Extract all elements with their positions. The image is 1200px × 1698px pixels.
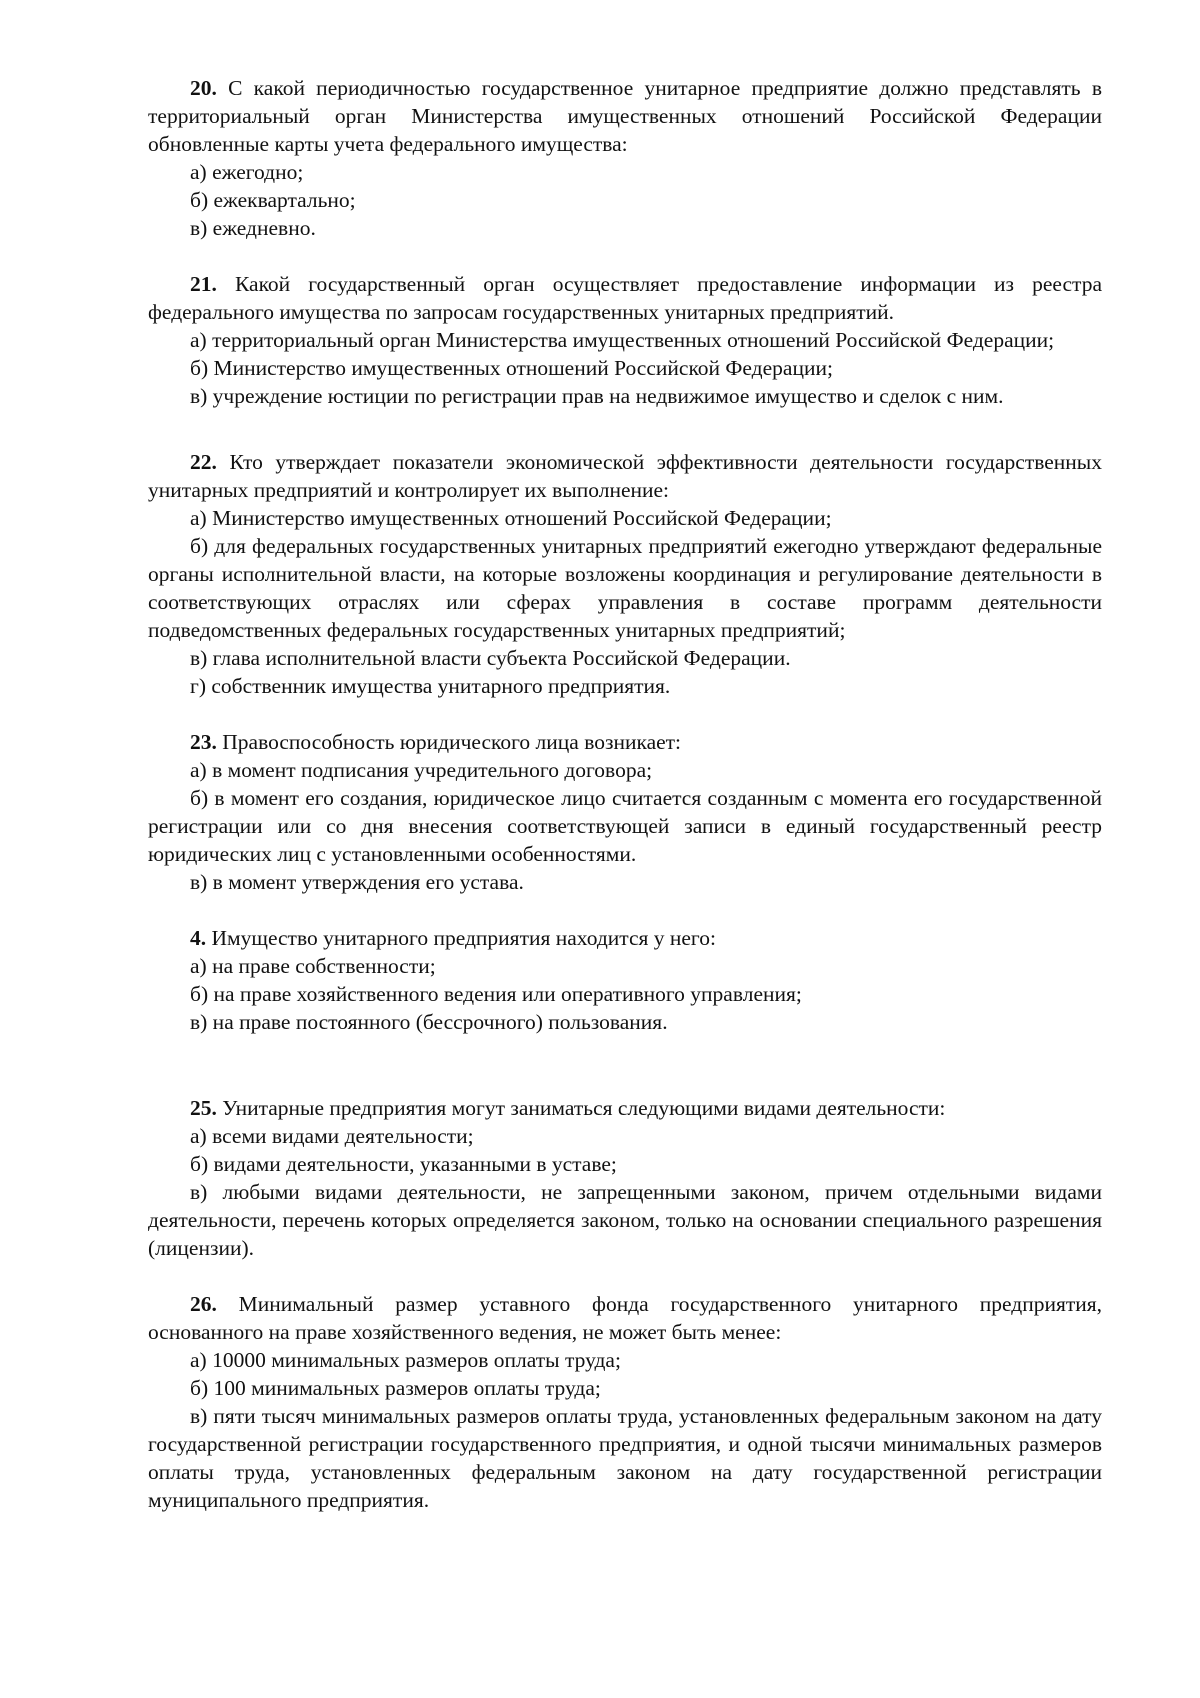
answer-option-a: а) всеми видами деятельности; (190, 1124, 474, 1148)
answer-option-a: а) на праве собственности; (190, 954, 436, 978)
question-text (148, 1094, 1102, 1122)
question-body: Минимальный размер уставного фонда государственного унитарного предприятия, основанного на праве хозяйственного ведения, не может быть менее: (148, 1292, 1103, 1344)
answer-option-b: б) Министерство имущественных отношений Российской Федерации; (190, 356, 833, 380)
document-page (148, 74, 1102, 1542)
question-number: 4. (190, 926, 207, 950)
answer-option-b: б) в момент его создания, юридическое лицо считается созданным с момента его государственной регистрации или со дня внесения соответствующей записи в единый государственный реестр юридических лиц с установленными особенностями. (148, 786, 1102, 866)
question-23 (148, 728, 1102, 896)
answer-option-a: а) ежегодно; (190, 160, 304, 184)
answer-option-c: в) ежедневно. (190, 216, 316, 240)
question-text (148, 1290, 1102, 1346)
question-20 (148, 74, 1102, 242)
answer-option-b: б) видами деятельности, указанными в уставе; (190, 1152, 617, 1176)
question-number: 23. (190, 730, 217, 754)
question-number: 25. (190, 1096, 217, 1120)
question-number: 22. (190, 450, 217, 474)
question-22 (148, 448, 1102, 700)
question-4 (148, 924, 1102, 1036)
answer-option-c: в) в момент утверждения его устава. (190, 870, 524, 894)
question-text (148, 74, 1102, 158)
question-text (148, 924, 1102, 952)
answer-option-b: б) на праве хозяйственного ведения или оперативного управления; (190, 982, 802, 1006)
answer-option-c: в) пяти тысяч минимальных размеров оплаты труда, установленных федеральным законом на дату государственной регистрации государственного предприятия, и одной тысячи минимальных размеров оплаты труда, установленных федеральным законом на дату государственной регистрации муниципального предприятия. (148, 1404, 1102, 1512)
question-body: Имущество унитарного предприятия находится у него: (211, 926, 716, 950)
answer-option-c: в) учреждение юстиции по регистрации прав на недвижимое имущество и сделок с ним. (190, 384, 1004, 408)
answer-option-d: г) собственник имущества унитарного предприятия. (190, 674, 671, 698)
answer-option-c: в) любыми видами деятельности, не запрещенными законом, причем отдельными видами деятельности, перечень которых определяется законом, только на основании специального разрешения (лицензии). (148, 1180, 1102, 1260)
question-number: 20. (190, 76, 217, 100)
question-21 (148, 270, 1102, 410)
answer-option-b: б) 100 минимальных размеров оплаты труда; (190, 1376, 601, 1400)
answer-option-b: б) для федеральных государственных унитарных предприятий ежегодно утверждают федеральные органы исполнительной власти, на которые возложены координация и регулирование деятельности в соответствующих отраслях или сферах управления в составе программ деятельности подведомственных федеральных государственных унитарных предприятий; (148, 534, 1102, 642)
answer-option-a: а) Министерство имущественных отношений Российской Федерации; (190, 506, 832, 530)
question-number: 21. (190, 272, 217, 296)
answer-option-c: в) на праве постоянного (бессрочного) пользования. (190, 1010, 668, 1034)
question-26 (148, 1290, 1102, 1514)
question-body: Какой государственный орган осуществляет предоставление информации из реестра федерального имущества по запросам государственных унитарных предприятий. (148, 272, 1102, 324)
question-body: Унитарные предприятия могут заниматься следующими видами деятельности: (222, 1096, 946, 1120)
question-body: С какой периодичностью государственное унитарное предприятие должно представлять в территориальный орган Министерства имущественных отношений Российской Федерации обновленные карты учета федерального имущества: (148, 76, 1102, 156)
answer-option-b: б) ежеквартально; (190, 188, 356, 212)
question-text (148, 728, 1102, 756)
answer-option-a: а) в момент подписания учредительного договора; (190, 758, 653, 782)
question-number: 26. (190, 1292, 217, 1316)
answer-option-c: в) глава исполнительной власти субъекта Российской Федерации. (190, 646, 791, 670)
question-25 (148, 1094, 1102, 1262)
question-body: Кто утверждает показатели экономической эффективности деятельности государственных унитарных предприятий и контролирует их выполнение: (148, 450, 1103, 502)
question-text (148, 270, 1102, 326)
answer-option-a: а) территориальный орган Министерства имущественных отношений Российской Федерации; (190, 328, 1055, 352)
question-text (148, 448, 1102, 504)
answer-option-a: а) 10000 минимальных размеров оплаты труда; (190, 1348, 621, 1372)
question-body: Правоспособность юридического лица возникает: (222, 730, 682, 754)
